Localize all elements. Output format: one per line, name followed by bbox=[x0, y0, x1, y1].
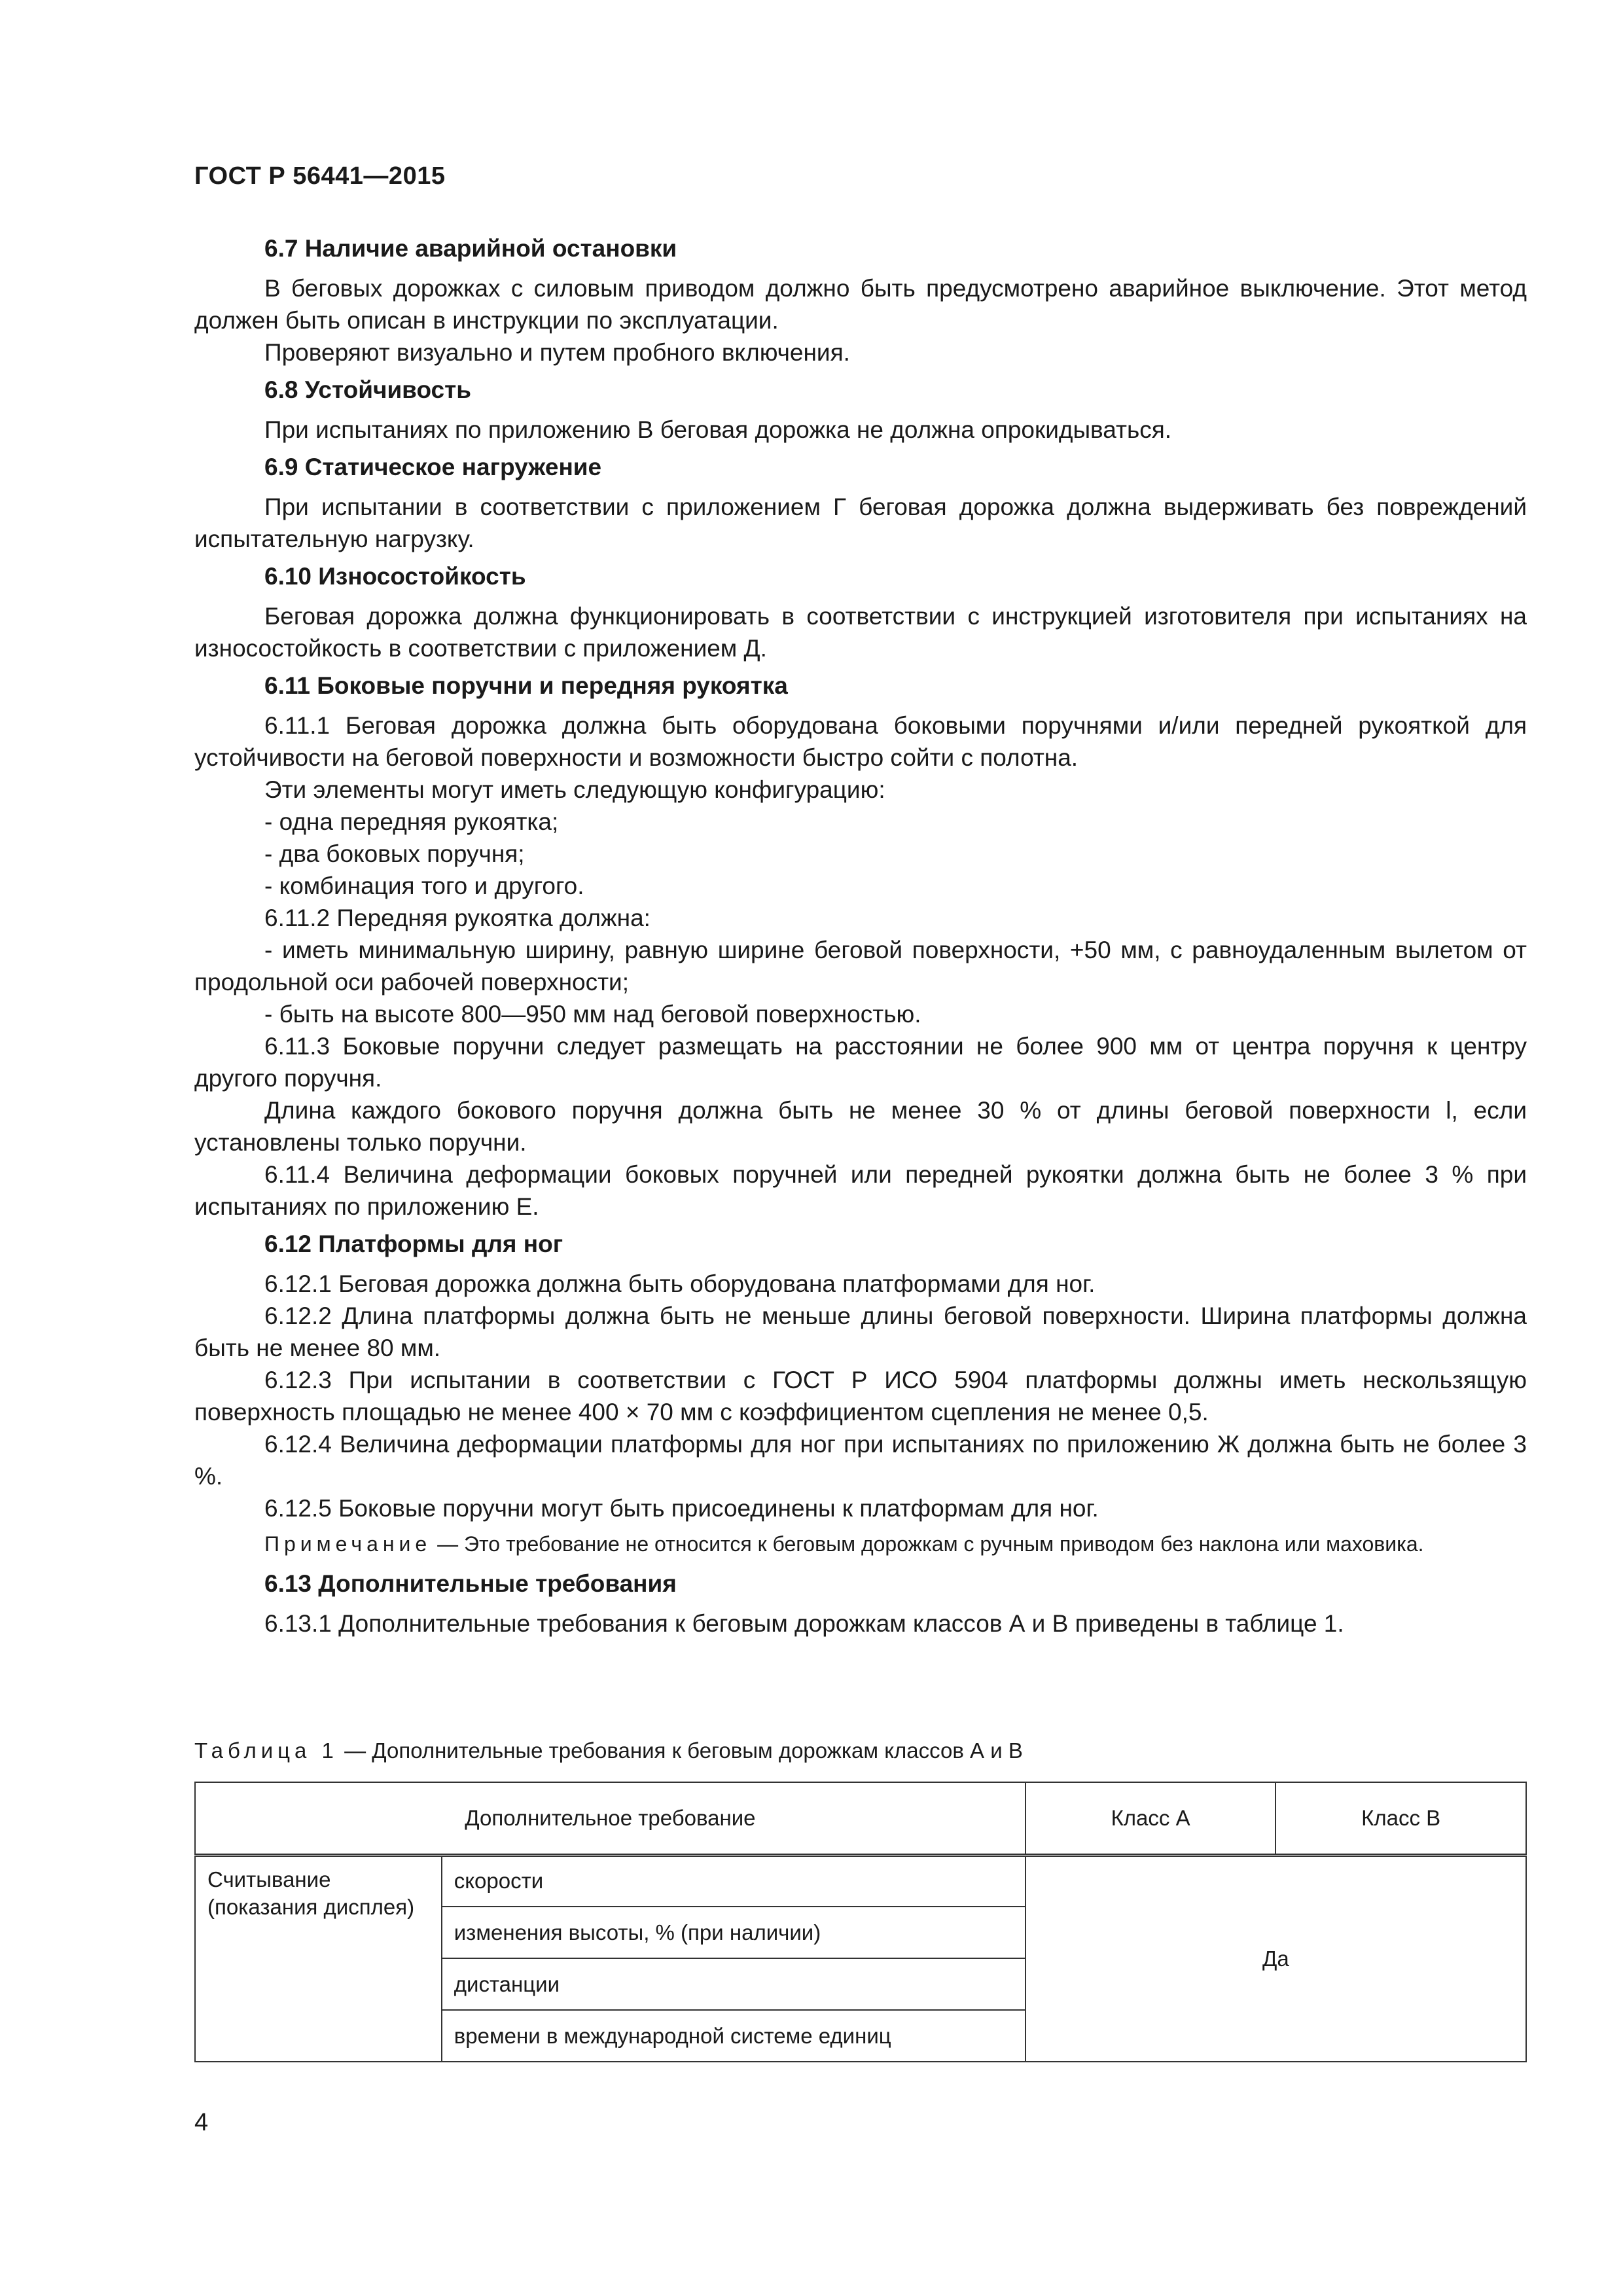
note-text: — Это требование не относится к беговым дорожкам с ручным приводом без наклона или маховика. bbox=[431, 1532, 1424, 1556]
table-cell: времени в международной системе единиц bbox=[442, 2010, 1026, 2062]
paragraph: В беговых дорожках с силовым приводом должно быть предусмотрено аварийное выключение. Этот метод должен быть описан в инструкции по эксплуатации. bbox=[194, 275, 1527, 334]
table-cell: дистанции bbox=[442, 1958, 1026, 2010]
section-heading: 6.11 Боковые поручни и передняя рукоятка bbox=[264, 672, 788, 699]
requirements-table bbox=[194, 1782, 1527, 2062]
table-caption bbox=[194, 1738, 1023, 1763]
table-merged-value: Да bbox=[1026, 1855, 1526, 2062]
paragraph: Беговая дорожка должна функционировать в соответствии с инструкцией изготовителя при испытаниях на износостойкость в соответствии с приложением Д. bbox=[194, 603, 1527, 662]
paragraph: При испытаниях по приложению В беговая дорожка не должна опрокидываться. bbox=[264, 416, 1172, 443]
list-item: - два боковых поручня; bbox=[264, 840, 525, 867]
list-item: - иметь минимальную ширину, равную ширине беговой поверхности, +50 мм, с равноудаленным вылетом от продольной оси рабочей поверхности; bbox=[194, 937, 1527, 996]
section-heading: 6.7 Наличие аварийной остановки bbox=[264, 235, 677, 262]
table-header-cell: Класс В bbox=[1275, 1782, 1526, 1855]
paragraph: 6.13.1 Дополнительные требования к беговым дорожкам классов А и В приведены в таблице 1. bbox=[264, 1610, 1344, 1637]
paragraph: 6.12.3 При испытании в соответствии с ГОСТ Р ИСО 5904 платформы должны иметь нескользящую поверхность площадью не менее 400 × 70 мм с коэффициентом сцепления не менее 0,5. bbox=[194, 1367, 1527, 1426]
paragraph: 6.11.4 Величина деформации боковых поручней или передней рукоятки должна быть не более 3 % при испытаниях по приложению Е. bbox=[194, 1161, 1527, 1220]
main-text bbox=[194, 230, 1527, 1640]
list-item: - комбинация того и другого. bbox=[264, 872, 584, 899]
document-code: ГОСТ Р 56441—2015 bbox=[194, 162, 446, 190]
paragraph: 6.12.4 Величина деформации платформы для ног при испытаниях по приложению Ж должна быть не более 3 %. bbox=[194, 1431, 1527, 1490]
section-heading: 6.8 Устойчивость bbox=[264, 376, 471, 403]
paragraph: Эти элементы могут иметь следующую конфигурацию: bbox=[264, 776, 885, 803]
note bbox=[194, 1530, 1527, 1558]
list-item: - быть на высоте 800—950 мм над беговой поверхностью. bbox=[264, 1001, 921, 1028]
table-caption-label: Таблица 1 bbox=[194, 1738, 338, 1763]
paragraph: Длина каждого бокового поручня должна быть не менее 30 % от длины беговой поверхности l, если установлены только поручни. bbox=[194, 1097, 1527, 1156]
table-cell: скорости bbox=[442, 1855, 1026, 1907]
paragraph: 6.12.1 Беговая дорожка должна быть оборудована платформами для ног. bbox=[264, 1270, 1096, 1297]
table-caption-text: — Дополнительные требования к беговым дорожкам классов А и В bbox=[338, 1738, 1023, 1763]
table-header-cell: Класс А bbox=[1026, 1782, 1276, 1855]
section-heading: 6.12 Платформы для ног bbox=[264, 1230, 563, 1257]
note-label: Примечание bbox=[264, 1532, 432, 1556]
paragraph: 6.11.1 Беговая дорожка должна быть оборудована боковыми поручнями и/или передней рукояткой для устойчивости на беговой поверхности и возможности быстро сойти с полотна. bbox=[194, 712, 1527, 771]
paragraph: 6.11.3 Боковые поручни следует размещать на расстоянии не более 900 мм от центра поручня к центру другого поручня. bbox=[194, 1033, 1527, 1092]
table-group-cell: Считывание (показания дисплея) bbox=[195, 1855, 442, 2062]
section-heading: 6.9 Статическое нагружение bbox=[264, 454, 602, 480]
table-header-cell: Дополнительное требование bbox=[195, 1782, 1026, 1855]
paragraph: При испытании в соответствии с приложением Г беговая дорожка должна выдерживать без повреждений испытательную нагрузку. bbox=[194, 493, 1527, 552]
section-heading: 6.13 Дополнительные требования bbox=[264, 1570, 677, 1597]
section-heading: 6.10 Износостойкость bbox=[264, 563, 526, 590]
table-cell: изменения высоты, % (при наличии) bbox=[442, 1907, 1026, 1958]
paragraph: Проверяют визуально и путем пробного включения. bbox=[264, 339, 850, 366]
page-number: 4 bbox=[194, 2109, 209, 2136]
paragraph: 6.11.2 Передняя рукоятка должна: bbox=[264, 905, 651, 931]
table-row bbox=[195, 1855, 1526, 1907]
paragraph: 6.12.5 Боковые поручни могут быть присоединены к платформам для ног. bbox=[264, 1495, 1099, 1522]
list-item: - одна передняя рукоятка; bbox=[264, 808, 559, 835]
paragraph: 6.12.2 Длина платформы должна быть не меньше длины беговой поверхности. Ширина платформы должна быть не менее 80 мм. bbox=[194, 1302, 1527, 1361]
table-header-row bbox=[195, 1782, 1526, 1855]
